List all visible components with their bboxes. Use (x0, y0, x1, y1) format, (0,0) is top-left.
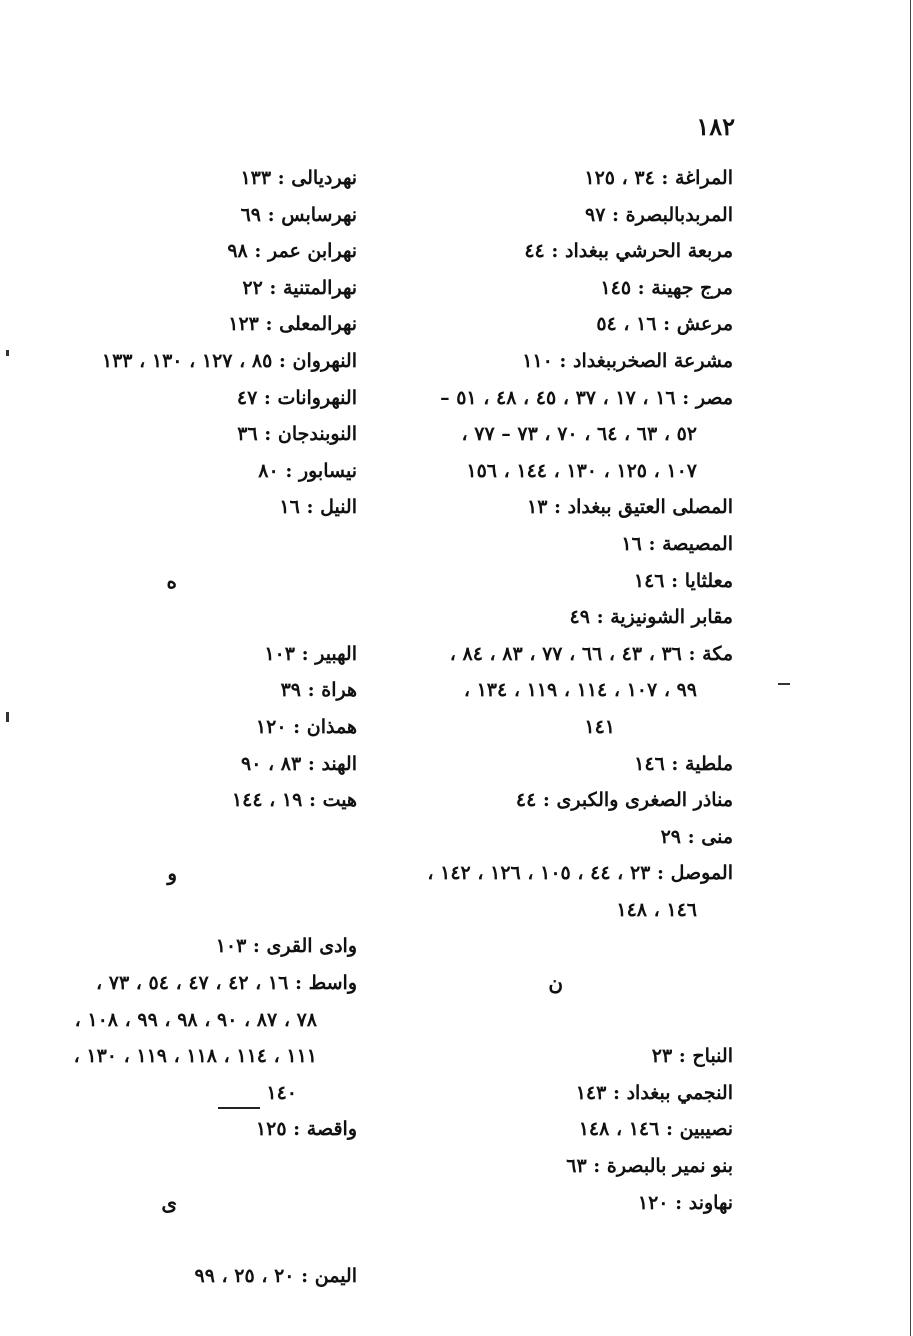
index-entry: هراة : ٣٩ (280, 679, 357, 702)
index-entry: واسط : ١٦ ، ٤٢ ، ٤٧ ، ٥٤ ، ٧٣ ، (95, 972, 357, 995)
index-entry: واقصة : ١٢٥ (255, 1118, 357, 1141)
index-entry: النهروان : ٨٥ ، ١٢٧ ، ١٣٠ ، ١٣٣ (101, 349, 357, 372)
index-entry: مرعش : ١٦ ، ٥٤ (596, 313, 733, 336)
spacer (17, 526, 357, 563)
margin-mark (6, 712, 9, 722)
index-entry: المصلى العتيق ببغداد : ١٣ (527, 496, 733, 519)
index-entry: نهاوند : ١٢٠ (637, 1191, 733, 1214)
index-entry: منى : ٢٩ (660, 825, 733, 848)
index-entry: هيت : ١٩ ، ١٤٤ (231, 789, 357, 812)
index-entry-continuation: ٧٨ ، ٨٧ ، ٩٠ ، ٩٨ ، ٩٩ ، ١٠٨ ، (74, 1008, 317, 1031)
letter-heading: ن (548, 971, 563, 996)
index-entry-continuation: ١٤٦ ، ١٤٨ (616, 898, 697, 921)
index-entry: بنو نمير بالبصرة : ٦٣ (566, 1155, 733, 1178)
spacer (17, 892, 357, 929)
index-entry: النجمي ببغداد : ١٤٣ (575, 1081, 733, 1104)
index-entry: مناذر الصغرى والكبرى : ٤٤ (515, 789, 733, 812)
index-entry: الهند : ٨٣ ، ٩٠ (241, 752, 357, 775)
index-entry: اليمن : ٢٠ ، ٢٥ ، ٩٩ (194, 1264, 357, 1287)
index-entry: نهرديالى : ١٣٣ (240, 167, 357, 189)
end-rule (218, 1107, 260, 1109)
index-entry: وادى القرى : ١٠٣ (215, 935, 357, 958)
index-entry-continuation: ١٤١ (584, 715, 615, 738)
margin-mark (778, 683, 790, 685)
margin-mark (6, 350, 9, 356)
index-entry: المربدبالبصرة : ٩٧ (585, 203, 733, 226)
spacer (17, 599, 357, 636)
index-entry: الهبير : ١٠٣ (264, 642, 357, 665)
index-entry: ملطية : ١٤٦ (634, 752, 733, 775)
index-entry: مصر : ١٦ ، ١٧ ، ٣٧ ، ٤٥ ، ٤٨ ، ٥١ – (440, 386, 733, 409)
index-entry: النوبندجان : ٣٦ (237, 423, 357, 446)
index-entry: مقابر الشونيزية : ٤٩ (569, 606, 733, 629)
index-entry: مشرعة الصخرببغداد : ١١٠ (522, 349, 733, 372)
index-entry: نيسابور : ٨٠ (258, 459, 357, 482)
index-entry: النيل : ١٦ (279, 496, 357, 519)
index-entry: نصيبين : ١٤٦ ، ١٤٨ (578, 1118, 733, 1141)
page-edge (910, 0, 911, 1336)
spacer (17, 1148, 357, 1185)
letter-heading: ى (161, 1190, 177, 1215)
index-entry: مربعة الحرشي ببغداد : ٤٤ (524, 240, 733, 263)
spacer (403, 1002, 733, 1039)
spacer (17, 1221, 357, 1258)
spacer (403, 928, 733, 965)
index-entry: نهرالمتنية : ٢٢ (242, 276, 357, 299)
letter-heading: و (167, 861, 177, 886)
index-entry: نهرسابس : ٦٩ (240, 203, 357, 226)
index-entry: النباح : ٢٣ (651, 1045, 733, 1068)
index-entry-continuation: ١٠٧ ، ١٢٥ ، ١٣٠ ، ١٤٤ ، ١٥٦ (466, 459, 697, 482)
index-entry: نهرابن عمر : ٩٨ (227, 240, 357, 263)
index-entry: مرج جهينة : ١٤٥ (600, 276, 733, 299)
index-entry: الموصل : ٢٣ ، ٤٤ ، ١٠٥ ، ١٢٦ ، ١٤٢ ، (427, 862, 733, 885)
page-number: ١٨٢ (696, 112, 735, 141)
index-entry-continuation: ٩٩ ، ١٠٧ ، ١١٤ ، ١١٩ ، ١٣٤ ، (463, 679, 697, 702)
index-entry: معلثايا : ١٤٦ (633, 569, 733, 592)
index-entry: النهروانات : ٤٧ (236, 386, 357, 409)
letter-heading: ه (166, 568, 177, 593)
spacer (17, 819, 357, 856)
index-entry-continuation: ٥٢ ، ٦٣ ، ٦٤ ، ٧٠ ، ٧٣ – ٧٧ ، (461, 423, 697, 446)
index-entry: نهرالمعلى : ١٢٣ (228, 313, 357, 336)
index-entry: المراغة : ٣٤ ، ١٢٥ (584, 167, 733, 189)
index-column-right (403, 160, 733, 1221)
index-entry: مكة : ٣٦ ، ٤٣ ، ٦٦ ، ٧٧ ، ٨٣ ، ٨٤ ، (449, 642, 733, 665)
index-entry-continuation: ١١١ ، ١١٤ ، ١١٨ ، ١١٩ ، ١٣٠ ، (73, 1045, 317, 1068)
index-entry: همذان : ١٢٠ (255, 715, 357, 738)
index-entry: المصيصة : ١٦ (621, 532, 733, 555)
index-column-left (17, 160, 357, 1294)
index-entry-continuation: ١٤٠ (266, 1081, 297, 1104)
